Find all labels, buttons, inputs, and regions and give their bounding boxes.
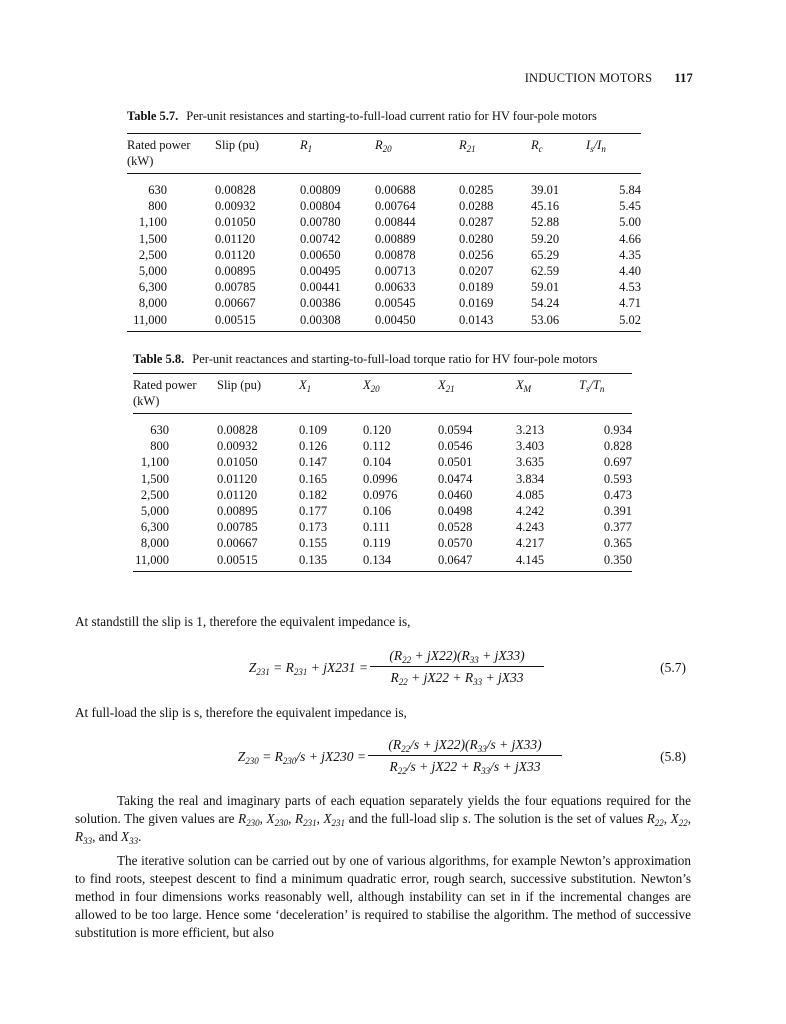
table-cell: 0.126 (299, 439, 328, 454)
paragraph-full-load: At full-load the slip is s, therefore the equivalent impedance is, (75, 705, 407, 720)
table-cell: 8,000 (138, 296, 167, 311)
table-cell: 0.111 (363, 520, 391, 535)
table-row (133, 454, 632, 470)
table-cell: 1,500 (138, 231, 167, 246)
table-row (127, 295, 641, 311)
table-caption-text: Per-unit reactances and starting-to-full-load torque ratio for HV four-pole motors (192, 352, 598, 366)
table-cell: 11,000 (133, 312, 167, 327)
equation-number: (5.7) (660, 660, 686, 675)
table-cell: 0.00688 (375, 183, 416, 197)
table-cell: 3.403 (516, 439, 545, 454)
table-cell: 0.828 (603, 439, 632, 454)
table-cell: 630 (148, 183, 167, 197)
table-cell: 8,000 (140, 536, 169, 551)
table-cell: 0.00667 (215, 296, 256, 311)
table-cell: 4.53 (619, 280, 641, 295)
column-header: $X_{21}$ (438, 378, 455, 394)
table-cell: 0.177 (299, 504, 328, 519)
table-cell: 6,300 (138, 280, 167, 295)
table-cell: 0.00386 (300, 296, 341, 311)
table-cell: 0.0570 (438, 536, 473, 551)
table-cell: 1,500 (140, 471, 169, 486)
table-cell: 3.635 (516, 455, 545, 470)
table-cell: 0.0287 (459, 215, 494, 230)
table-cell: 0.165 (299, 471, 328, 486)
table-cell: 0.0546 (438, 439, 473, 454)
paragraph-iterative: The iterative solution can be carried out by one of various algorithms, for example Newton’s approximation to find roots, steepest descent to find a minimum quadratic error, rough search, successive substitution. Newton’s method in four dimensions works reasonably well, although instability can set in if the incremental changes are allowed to be too large. Hence some ‘deceleration’ is required to stabilise the algorithm. The method of successive substitution is more efficient, but also (75, 853, 691, 940)
table-cell: 0.01120 (217, 487, 258, 502)
table-cell: 0.350 (603, 552, 632, 567)
table-cell: 5.45 (619, 199, 641, 214)
table-cell: 0.00545 (375, 296, 416, 311)
table-cell: 0.0528 (438, 520, 473, 535)
table-cell: 0.147 (299, 455, 328, 470)
table-cell: 0.697 (603, 455, 632, 470)
table-cell: 0.120 (363, 423, 392, 437)
column-header: $R_{20}$ (375, 138, 392, 154)
table-row (133, 552, 632, 572)
table-cell: 0.473 (603, 487, 632, 502)
equation-5-7 (0, 648, 786, 694)
table-cell: 0.00844 (375, 215, 416, 230)
table-cell: 0.00895 (215, 264, 256, 279)
table-cell: 4.35 (619, 247, 641, 262)
table-cell: 0.377 (603, 520, 632, 535)
table-cell: 1,100 (140, 455, 169, 470)
table-header-row (133, 374, 632, 414)
table-cell: 0.0280 (459, 231, 494, 246)
table-cell: 4.243 (516, 520, 545, 535)
page-number: 117 (674, 71, 693, 85)
table-cell: 0.0207 (459, 264, 494, 279)
table-5-7-caption (127, 108, 641, 124)
table-cell: 0.0594 (438, 423, 473, 437)
column-header: Slip (pu) (217, 378, 262, 392)
table-cell: 0.155 (299, 536, 328, 551)
table-cell: 0.00515 (217, 552, 258, 567)
table-cell: 0.00809 (300, 183, 341, 197)
column-header: $X_M$ (516, 378, 532, 394)
table-cell: 0.0285 (459, 183, 494, 197)
table-cell: 0.135 (299, 552, 328, 567)
table-cell: 59.20 (531, 231, 560, 246)
table-row (127, 312, 641, 332)
table-header-row (127, 134, 641, 174)
table-cell: 4.085 (516, 487, 545, 502)
table-cell: 5,000 (138, 264, 167, 279)
table-cell: 0.134 (363, 552, 392, 567)
table-cell: 6,300 (140, 520, 169, 535)
table-cell: 0.0189 (459, 280, 494, 295)
table-row (127, 198, 641, 214)
table-cell: 0.00308 (300, 312, 341, 327)
table-cell: 2,500 (140, 487, 169, 502)
table-cell: 0.173 (299, 520, 328, 535)
table-caption-text: Per-unit resistances and starting-to-full-load current ratio for HV four-pole motors (186, 109, 597, 123)
table-cell: 4.217 (516, 536, 545, 551)
table-cell: 5,000 (140, 504, 169, 519)
table-cell: 0.0288 (459, 199, 494, 214)
table-cell: 5.02 (619, 312, 641, 327)
table-cell: 0.109 (299, 423, 328, 437)
table-cell: 0.106 (363, 504, 392, 519)
equation-lhs: $Z_{231} = R_{231} + jX231$ = (248, 660, 368, 677)
table-5-7 (127, 108, 641, 332)
table-cell: 4.71 (619, 296, 641, 311)
table-cell: 0.119 (363, 536, 391, 551)
table-cell: 0.00650 (300, 247, 341, 262)
table-cell: 0.0169 (459, 296, 494, 311)
column-header: $R_c$ (531, 138, 543, 154)
running-head (525, 71, 693, 86)
table-cell: 0.00828 (217, 423, 258, 437)
column-header: Slip (pu) (215, 138, 260, 152)
table-cell: 11,000 (135, 552, 169, 567)
table-row (127, 247, 641, 263)
table-cell: 0.112 (363, 439, 391, 454)
table-cell: 0.01050 (215, 215, 256, 230)
table-cell: 0.00633 (375, 280, 416, 295)
table-cell: 0.0143 (459, 312, 494, 327)
table-cell: 0.0498 (438, 504, 473, 519)
table-5-8-grid (133, 373, 632, 572)
table-cell: 0.0460 (438, 487, 473, 502)
table-cell: 5.84 (619, 183, 641, 197)
table-cell: 5.00 (619, 215, 641, 230)
table-cell: 59.01 (531, 280, 560, 295)
table-cell: 0.00932 (215, 199, 256, 214)
table-cell: 0.01120 (215, 231, 256, 246)
table-cell: 0.00667 (217, 536, 258, 551)
table-cell: 2,500 (138, 247, 167, 262)
table-cell: 800 (148, 199, 167, 214)
table-cell: 45.16 (531, 199, 560, 214)
table-cell: 39.01 (531, 183, 560, 197)
column-header: Rated power (kW) (133, 378, 197, 408)
table-cell: 4.145 (516, 552, 545, 567)
table-5-8-caption (133, 351, 632, 367)
table-cell: 0.00764 (375, 199, 416, 214)
equation-lhs: $Z_{230} = R_{230}/s + jX230$ = (237, 749, 366, 766)
column-header: Rated power (kW) (127, 138, 191, 168)
table-cell: 62.59 (531, 264, 560, 279)
equation-number: (5.8) (660, 749, 686, 764)
table-cell: 4.66 (619, 231, 641, 246)
table-cell: 0.00804 (300, 199, 341, 214)
table-cell: 0.0976 (363, 487, 398, 502)
table-cell: 0.182 (299, 487, 328, 502)
table-cell: 0.00515 (215, 312, 256, 327)
table-cell: 0.00742 (300, 231, 341, 246)
equation-denominator: $R_{22}/s + jX22 + R_{33}/s + jX33$ (389, 759, 541, 776)
column-header: $R_{21}$ (459, 138, 476, 154)
table-cell: 0.01120 (215, 247, 256, 262)
table-cell: 52.88 (531, 215, 560, 230)
table-cell: 0.934 (603, 423, 632, 437)
table-cell: 0.0647 (438, 552, 473, 567)
table-row (133, 414, 632, 439)
equation-denominator: $R_{22} + jX22 + R_{33} + jX33$ (390, 670, 524, 687)
table-row (133, 535, 632, 551)
table-cell: 0.0501 (438, 455, 473, 470)
table-row (133, 503, 632, 519)
table-row (133, 519, 632, 535)
table-cell: 3.834 (516, 471, 545, 486)
table-cell: 0.01050 (217, 455, 258, 470)
table-cell: 0.00450 (375, 312, 416, 327)
table-5-7-grid (127, 133, 641, 332)
table-cell: 0.00785 (215, 280, 256, 295)
table-cell: 53.06 (531, 312, 560, 327)
equation-numerator: $(R_{22} + jX22)(R_{33} + jX33)$ (370, 648, 544, 667)
equation-fraction (368, 737, 562, 775)
table-cell: 0.593 (603, 471, 632, 486)
table-5-8 (133, 351, 632, 572)
table-cell: 0.0256 (459, 247, 494, 262)
table-cell: 0.00828 (215, 183, 256, 197)
table-row (133, 471, 632, 487)
table-cell: 54.24 (531, 296, 560, 311)
table-cell: 65.29 (531, 247, 560, 262)
table-cell: 0.00495 (300, 264, 341, 279)
table-cell: 0.00878 (375, 247, 416, 262)
table-cell: 800 (150, 439, 169, 454)
table-cell: 0.365 (603, 536, 632, 551)
table-cell: 4.40 (619, 264, 641, 279)
table-cell: 0.0474 (438, 471, 473, 486)
table-cell: 630 (150, 423, 169, 437)
table-cell: 3.213 (516, 423, 545, 437)
table-cell: 0.0996 (363, 471, 398, 486)
table-cell: 0.104 (363, 455, 392, 470)
column-header: $T_s/T_n$ (579, 378, 605, 394)
table-cell: 0.391 (603, 504, 632, 519)
table-cell: 0.00785 (217, 520, 258, 535)
table-row (127, 263, 641, 279)
equation-fraction (370, 648, 544, 686)
running-head-title: INDUCTION MOTORS (524, 71, 653, 85)
table-cell: 0.00889 (375, 231, 416, 246)
table-cell: 4.242 (516, 504, 545, 519)
column-header: $I_s/I_n$ (586, 138, 606, 154)
table-cell: 0.01120 (217, 471, 258, 486)
table-row (133, 487, 632, 503)
table-label: Table 5.7. (127, 109, 179, 123)
table-cell: 0.00441 (300, 280, 341, 295)
table-row (127, 214, 641, 230)
table-cell: 0.00895 (217, 504, 258, 519)
column-header: $X_{20}$ (363, 378, 380, 394)
table-cell: 0.00713 (375, 264, 416, 279)
table-row (127, 231, 641, 247)
table-cell: 1,100 (138, 215, 167, 230)
table-row (133, 438, 632, 454)
table-row (127, 174, 641, 199)
table-label: Table 5.8. (133, 352, 185, 366)
column-header: $R_1$ (300, 138, 313, 154)
table-cell: 0.00780 (300, 215, 341, 230)
paragraph-standstill: At standstill the slip is 1, therefore the equivalent impedance is, (75, 614, 411, 629)
column-header: $X_1$ (299, 378, 312, 394)
table-cell: 0.00932 (217, 439, 258, 454)
equation-numerator: $(R_{22}/s + jX22)(R_{33}/s + jX33)$ (368, 737, 562, 756)
table-row (127, 279, 641, 295)
equation-5-8 (0, 737, 786, 783)
paragraph-solution: Taking the real and imaginary parts of each equation separately yields the four equations required for the solution. The given values are $R_{230}$, $X_{230}$, $R_{231}$, $X_{231}$ and the full-load slip s. The solution is the set of values $R_{22}$, $X_{22}$, $R_{33}$, and $X_{33}$. (75, 793, 692, 846)
